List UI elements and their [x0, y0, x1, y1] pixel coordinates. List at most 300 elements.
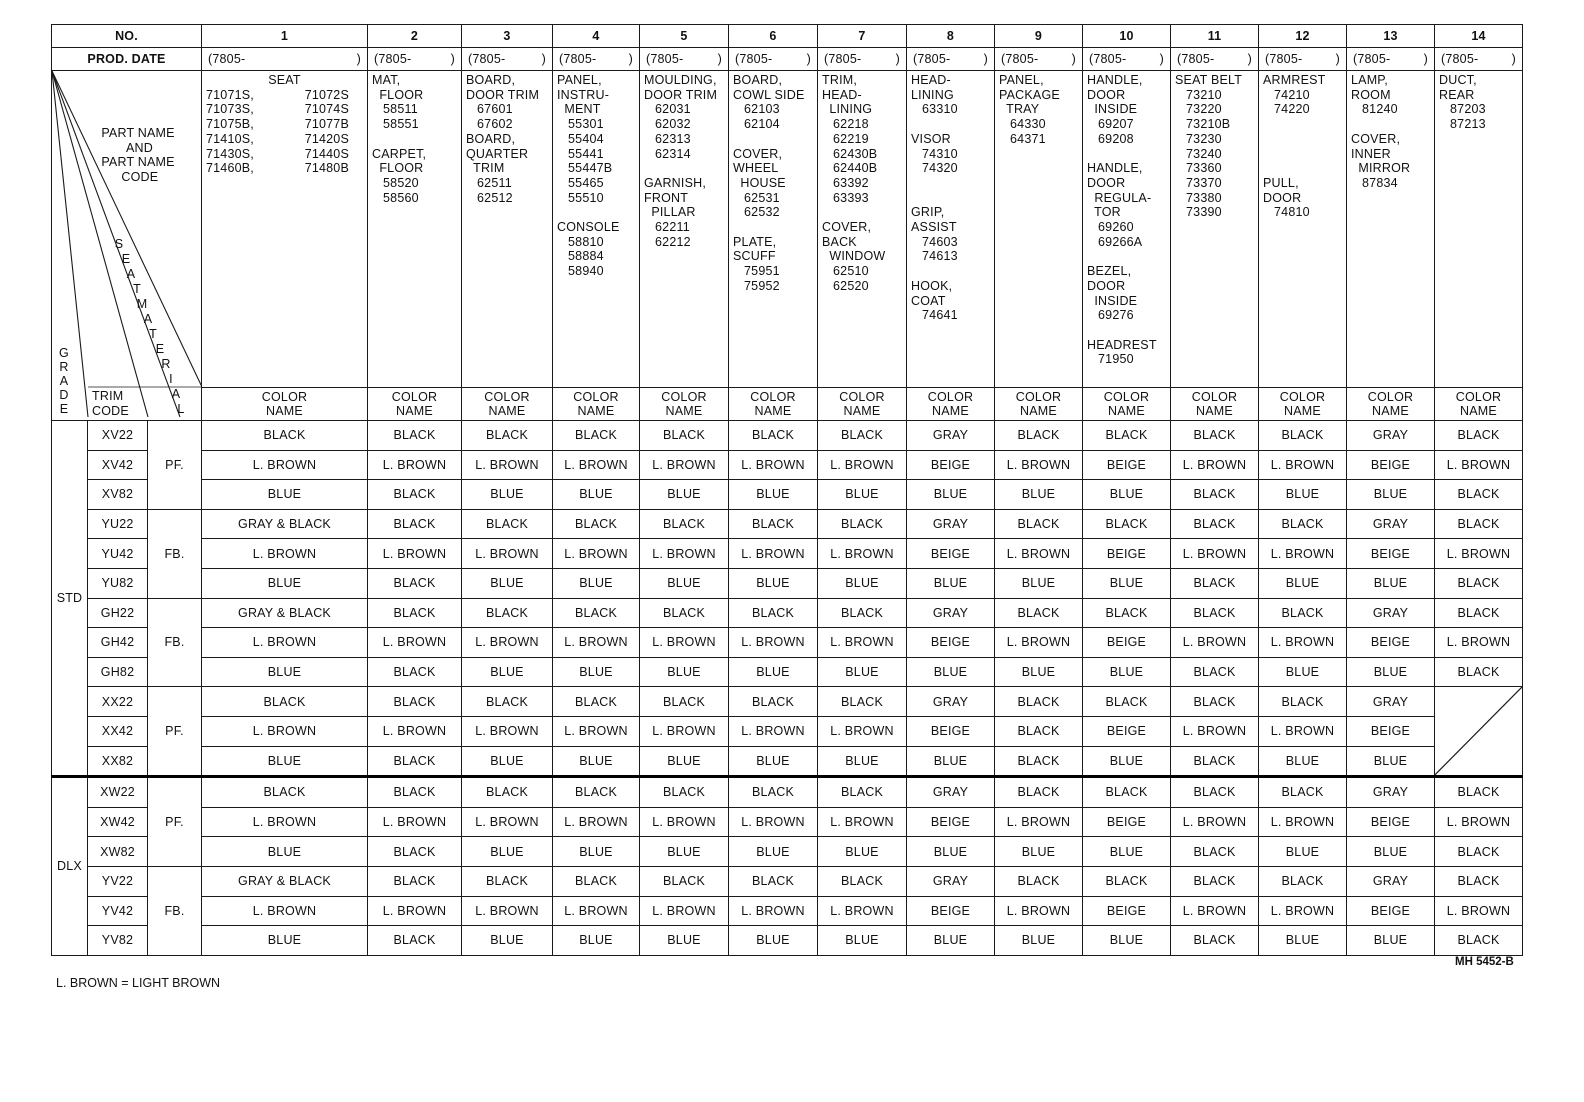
part-cell: PANEL, INSTRU- MENT 55301 55404 55441 55447B 55465 55510 CONSOLE 58810 58884 58940: [553, 71, 640, 388]
color-cell: L. BROWN: [462, 539, 553, 569]
part-name-label: PART NAME AND PART NAME CODE: [101, 126, 175, 184]
trim-code-cell: YU82: [88, 568, 148, 598]
color-cell: BLACK: [1435, 598, 1523, 628]
color-cell: L. BROWN: [1259, 628, 1347, 658]
color-cell: BLACK: [1435, 421, 1523, 451]
prod-date-label: PROD. DATE: [52, 48, 202, 71]
prod-date-cell: [729, 48, 818, 71]
color-cell: BLUE: [995, 657, 1083, 687]
part-cell: BOARD, DOOR TRIM 67601 67602 BOARD, QUARTER TRIM 62511 62512: [462, 71, 553, 388]
color-cell: BLACK: [1259, 509, 1347, 539]
seat-code: 71430S,: [206, 146, 254, 161]
color-cell: L. BROWN: [995, 450, 1083, 480]
color-cell: BEIGE: [1347, 896, 1435, 926]
color-cell: BLACK: [553, 777, 640, 808]
color-cell: BLUE: [640, 746, 729, 777]
table-row: [52, 866, 1523, 896]
color-cell: BLACK: [368, 746, 462, 777]
color-cell: GRAY: [907, 866, 995, 896]
color-cell: GRAY: [907, 687, 995, 717]
color-cell: BLUE: [202, 568, 368, 598]
trim-code-cell: YV82: [88, 926, 148, 956]
color-cell: BLACK: [995, 777, 1083, 808]
color-cell: BLUE: [818, 746, 907, 777]
color-cell: BLACK: [729, 598, 818, 628]
color-cell: BLUE: [818, 926, 907, 956]
color-cell: L. BROWN: [729, 539, 818, 569]
color-cell: L. BROWN: [368, 896, 462, 926]
table-row: [52, 716, 1523, 746]
color-cell: BEIGE: [1083, 716, 1171, 746]
color-cell: BEIGE: [907, 450, 995, 480]
prod-date-cell: [1083, 48, 1171, 71]
color-cell: L. BROWN: [202, 896, 368, 926]
prod-date-close: ): [541, 52, 546, 66]
color-cell: BEIGE: [1347, 628, 1435, 658]
color-cell: L. BROWN: [729, 716, 818, 746]
table-row: [52, 746, 1523, 777]
part-cell: SEAT BELT 73210 73220 73210B 73230 73240 73360 73370 73380 73390: [1171, 71, 1259, 388]
color-cell: BLUE: [202, 657, 368, 687]
color-cell: BLUE: [907, 926, 995, 956]
color-name-label: COLOR NAME: [1083, 388, 1171, 421]
color-cell: L. BROWN: [553, 539, 640, 569]
color-cell: L. BROWN: [1259, 896, 1347, 926]
color-name-label: COLOR NAME: [907, 388, 995, 421]
color-cell: L. BROWN: [818, 716, 907, 746]
prod-date-close: ): [1335, 52, 1340, 66]
color-cell: L. BROWN: [1259, 539, 1347, 569]
color-cell: BLUE: [729, 480, 818, 510]
color-cell: BLACK: [1171, 866, 1259, 896]
color-cell: BLUE: [907, 746, 995, 777]
corner-diagonals: [52, 71, 202, 417]
footnote: L. BROWN = LIGHT BROWN: [56, 976, 221, 990]
color-cell: BLUE: [640, 837, 729, 867]
color-cell: BLACK: [995, 421, 1083, 451]
color-cell: BLACK: [1259, 866, 1347, 896]
color-cell: BLACK: [1171, 480, 1259, 510]
no-label: NO.: [52, 25, 202, 48]
color-cell: BLACK: [553, 866, 640, 896]
color-cell: BLUE: [729, 568, 818, 598]
color-cell: L. BROWN: [202, 539, 368, 569]
color-cell: BEIGE: [1083, 896, 1171, 926]
color-cell: BLUE: [462, 568, 553, 598]
color-cell: BLACK: [1435, 837, 1523, 867]
prod-date-close: ): [450, 52, 455, 66]
color-cell: BLACK: [1435, 568, 1523, 598]
color-cell: BLACK: [729, 866, 818, 896]
prod-date-value: (7805-: [1441, 52, 1479, 66]
seat-code: 71075B,: [206, 117, 254, 132]
color-cell: BLACK: [995, 866, 1083, 896]
table-row: [52, 777, 1523, 808]
color-cell: BEIGE: [1083, 450, 1171, 480]
color-cell: L. BROWN: [368, 807, 462, 837]
prod-date-close: ): [717, 52, 722, 66]
table-row: [52, 687, 1523, 717]
trim-code-cell: YV42: [88, 896, 148, 926]
prod-date-cell: [640, 48, 729, 71]
color-cell: BLUE: [202, 926, 368, 956]
prod-date-cell: [1171, 48, 1259, 71]
seat-material-letter: E: [121, 252, 131, 266]
color-cell: BLUE: [1259, 657, 1347, 687]
color-cell: BLACK: [1083, 866, 1171, 896]
color-cell: L. BROWN: [1259, 807, 1347, 837]
color-cell: BLUE: [202, 480, 368, 510]
color-cell: L. BROWN: [995, 896, 1083, 926]
color-cell: L. BROWN: [729, 450, 818, 480]
color-table: [51, 24, 1523, 956]
color-cell: BLACK: [729, 421, 818, 451]
trim-code-cell: GH22: [88, 598, 148, 628]
seat-material-letter: S: [114, 237, 124, 251]
color-cell: BLACK: [1259, 421, 1347, 451]
color-cell: BLUE: [995, 837, 1083, 867]
color-name-label: COLOR NAME: [553, 388, 640, 421]
color-cell: BLACK: [1435, 777, 1523, 808]
trim-code-cell: XW42: [88, 807, 148, 837]
color-name-label: COLOR NAME: [368, 388, 462, 421]
color-cell: BEIGE: [907, 628, 995, 658]
column-number: 7: [818, 25, 907, 48]
color-cell: GRAY: [1347, 777, 1435, 808]
color-cell: BLACK: [462, 598, 553, 628]
color-cell: BLUE: [202, 837, 368, 867]
column-number: 12: [1259, 25, 1347, 48]
color-cell: BLACK: [1171, 598, 1259, 628]
color-name-label: COLOR NAME: [995, 388, 1083, 421]
color-cell: L. BROWN: [1435, 896, 1523, 926]
color-cell: GRAY: [1347, 598, 1435, 628]
color-cell: BLUE: [462, 746, 553, 777]
color-cell: L. BROWN: [729, 807, 818, 837]
table-row: [52, 896, 1523, 926]
color-cell: BLACK: [1435, 926, 1523, 956]
color-cell: L. BROWN: [1435, 450, 1523, 480]
color-cell: L. BROWN: [553, 716, 640, 746]
column-number: 10: [1083, 25, 1171, 48]
prod-date-value: (7805-: [559, 52, 597, 66]
color-cell: BLACK: [1259, 777, 1347, 808]
trim-code-cell: XV22: [88, 421, 148, 451]
color-cell: L. BROWN: [818, 539, 907, 569]
seat-material-cell: FB.: [148, 509, 202, 598]
color-cell: BLACK: [553, 687, 640, 717]
color-cell: BLUE: [640, 480, 729, 510]
color-cell: L. BROWN: [640, 716, 729, 746]
color-name-label: COLOR NAME: [1347, 388, 1435, 421]
prod-date-cell: [1259, 48, 1347, 71]
seat-material-cell: FB.: [148, 866, 202, 955]
color-cell: BLACK: [1435, 509, 1523, 539]
color-cell: BLUE: [1259, 837, 1347, 867]
color-cell: BLUE: [818, 480, 907, 510]
color-cell: BLUE: [1083, 568, 1171, 598]
color-cell: BLACK: [1083, 509, 1171, 539]
prod-date-value: (7805-: [1353, 52, 1391, 66]
seat-material-cell: PF.: [148, 421, 202, 510]
color-cell: L. BROWN: [462, 450, 553, 480]
color-cell: BLACK: [368, 866, 462, 896]
prod-date-cell: [1347, 48, 1435, 71]
prod-date-value: (7805-: [913, 52, 951, 66]
color-cell: L. BROWN: [202, 807, 368, 837]
trim-code-label: TRIM CODE: [92, 389, 129, 418]
color-cell: BLACK: [368, 687, 462, 717]
color-cell: L. BROWN: [462, 716, 553, 746]
color-cell: L. BROWN: [1259, 716, 1347, 746]
color-cell: BLUE: [553, 746, 640, 777]
prod-date-value: (7805-: [824, 52, 862, 66]
color-cell: L. BROWN: [640, 628, 729, 658]
seat-material-cell: PF.: [148, 777, 202, 867]
color-cell: BLUE: [1083, 657, 1171, 687]
color-cell: L. BROWN: [818, 628, 907, 658]
table-row: [52, 837, 1523, 867]
color-cell: BLACK: [818, 598, 907, 628]
prod-date-close: ): [356, 52, 361, 66]
prod-date-cell: [1435, 48, 1523, 71]
color-cell: BLUE: [729, 657, 818, 687]
part-cell: PANEL, PACKAGE TRAY 64330 64371: [995, 71, 1083, 388]
color-cell: L. BROWN: [1259, 450, 1347, 480]
seat-code: 71420S: [304, 131, 349, 146]
seat-material-letter: E: [155, 342, 165, 356]
color-cell: BLUE: [553, 837, 640, 867]
color-cell: BLUE: [995, 568, 1083, 598]
seat-code: 71073S,: [206, 102, 254, 117]
color-cell: L. BROWN: [462, 896, 553, 926]
part-cell: MAT, FLOOR 58511 58551 CARPET, FLOOR 58520 58560: [368, 71, 462, 388]
color-cell: L. BROWN: [202, 716, 368, 746]
color-name-label: COLOR NAME: [729, 388, 818, 421]
color-cell: BLUE: [995, 926, 1083, 956]
color-cell: BLACK: [1171, 777, 1259, 808]
part-cell: ARMREST 74210 74220 PULL, DOOR 74810: [1259, 71, 1347, 388]
color-cell: BLACK: [995, 509, 1083, 539]
column-number: 5: [640, 25, 729, 48]
color-cell: BLACK: [995, 687, 1083, 717]
prod-date-value: (7805-: [208, 52, 246, 66]
color-cell: L. BROWN: [640, 896, 729, 926]
color-name-label: COLOR NAME: [1259, 388, 1347, 421]
column-number: 9: [995, 25, 1083, 48]
trim-code-cell: YU42: [88, 539, 148, 569]
color-cell: BLACK: [1171, 568, 1259, 598]
table-row: [52, 568, 1523, 598]
grade-letter: D: [59, 388, 69, 402]
table-row: [52, 657, 1523, 687]
color-cell: BLACK: [729, 509, 818, 539]
color-cell: BLACK: [553, 509, 640, 539]
color-cell: BLACK: [995, 746, 1083, 777]
color-cell: BLUE: [462, 837, 553, 867]
color-cell: BLUE: [640, 926, 729, 956]
color-cell: BLACK: [368, 657, 462, 687]
color-cell: GRAY: [907, 598, 995, 628]
table-row: [52, 807, 1523, 837]
color-cell: L. BROWN: [1171, 896, 1259, 926]
column-number: 13: [1347, 25, 1435, 48]
color-cell: BEIGE: [1347, 539, 1435, 569]
color-cell: BLUE: [1347, 568, 1435, 598]
color-cell: BLUE: [907, 837, 995, 867]
color-cell: BLACK: [202, 777, 368, 808]
seat-material-letter: R: [161, 357, 171, 371]
color-cell: BLACK: [462, 777, 553, 808]
seat-code: 71072S: [304, 87, 349, 102]
grade-cell: STD: [52, 421, 88, 777]
not-applicable-cell: [1435, 687, 1523, 777]
color-cell: GRAY: [1347, 509, 1435, 539]
trim-code-cell: XW82: [88, 837, 148, 867]
part-cell: TRIM, HEAD- LINING 62218 62219 62430B 62440B 63392 63393 COVER, BACK WINDOW 62510 62520: [818, 71, 907, 388]
color-cell: L. BROWN: [462, 628, 553, 658]
seat-material-cell: PF.: [148, 687, 202, 777]
seat-code-row: [206, 117, 363, 132]
color-cell: BLUE: [818, 657, 907, 687]
grade-letter: G: [59, 346, 69, 360]
color-cell: L. BROWN: [729, 896, 818, 926]
color-cell: L. BROWN: [818, 450, 907, 480]
color-cell: BLACK: [640, 866, 729, 896]
column-number: 3: [462, 25, 553, 48]
column-number: 4: [553, 25, 640, 48]
color-cell: BLACK: [640, 598, 729, 628]
color-cell: GRAY: [907, 509, 995, 539]
table-row: [52, 539, 1523, 569]
prod-date-cell: [907, 48, 995, 71]
color-cell: L. BROWN: [368, 450, 462, 480]
color-name-label: COLOR NAME: [1171, 388, 1259, 421]
color-cell: L. BROWN: [462, 807, 553, 837]
color-cell: BLACK: [368, 421, 462, 451]
color-cell: BLACK: [462, 866, 553, 896]
color-cell: BLUE: [1259, 568, 1347, 598]
seat-title: SEAT: [268, 73, 301, 87]
seat-material-cell: FB.: [148, 598, 202, 687]
color-cell: L. BROWN: [202, 450, 368, 480]
color-cell: BLACK: [995, 716, 1083, 746]
color-cell: BLUE: [995, 480, 1083, 510]
color-cell: BLUE: [640, 657, 729, 687]
color-cell: BLUE: [729, 926, 818, 956]
grade-letter: E: [59, 402, 69, 416]
grade-cell: DLX: [52, 777, 88, 956]
color-cell: L. BROWN: [640, 450, 729, 480]
color-cell: BLACK: [1083, 777, 1171, 808]
color-cell: BLACK: [818, 509, 907, 539]
column-number: 6: [729, 25, 818, 48]
seat-code-row: [206, 132, 363, 147]
reference-code: MH 5452-B: [1455, 956, 1514, 968]
color-cell: BLACK: [553, 598, 640, 628]
seat-code: 71440S: [304, 146, 349, 161]
part-cell: DUCT, REAR 87203 87213: [1435, 71, 1523, 388]
prod-date-close: ): [1423, 52, 1428, 66]
color-cell: L. BROWN: [553, 628, 640, 658]
table-row: [52, 421, 1523, 451]
color-cell: BLUE: [907, 480, 995, 510]
table-row: [52, 926, 1523, 956]
prod-date-close: ): [1247, 52, 1252, 66]
seat-code-row: [206, 161, 363, 176]
prod-date-close: ): [1511, 52, 1516, 66]
part-cell: HANDLE, DOOR INSIDE 69207 69208 HANDLE, DOOR REGULA- TOR 69260 69266A BEZEL, DOOR INSIDE 69276 HEADREST 71950: [1083, 71, 1171, 388]
trim-code-cell: YV22: [88, 866, 148, 896]
color-cell: BLACK: [202, 421, 368, 451]
seat-code: 71074S: [304, 102, 349, 117]
color-cell: BEIGE: [1347, 807, 1435, 837]
seat-code: 71460B,: [206, 161, 254, 176]
color-cell: BLUE: [1083, 926, 1171, 956]
color-cell: BLACK: [1435, 657, 1523, 687]
trim-code-cell: XX82: [88, 746, 148, 777]
color-cell: BLUE: [462, 926, 553, 956]
color-cell: BLACK: [1083, 421, 1171, 451]
color-cell: L. BROWN: [553, 450, 640, 480]
color-cell: BLACK: [640, 509, 729, 539]
color-name-label: COLOR NAME: [202, 388, 368, 421]
color-cell: BLACK: [462, 421, 553, 451]
part-cell: BOARD, COWL SIDE 62103 62104 COVER, WHEEL HOUSE 62531 62532 PLATE, SCUFF 75951 75952: [729, 71, 818, 388]
seat-material-letter: T: [133, 282, 141, 296]
color-name-label: COLOR NAME: [640, 388, 729, 421]
color-cell: BLACK: [368, 598, 462, 628]
color-name-label: COLOR NAME: [818, 388, 907, 421]
color-cell: GRAY: [907, 421, 995, 451]
color-cell: BLUE: [640, 568, 729, 598]
color-cell: BLACK: [553, 421, 640, 451]
grade-letter: A: [59, 374, 69, 388]
color-cell: L. BROWN: [640, 539, 729, 569]
color-cell: BLUE: [818, 837, 907, 867]
column-number: 11: [1171, 25, 1259, 48]
color-cell: BLACK: [368, 509, 462, 539]
color-cell: BLACK: [1171, 687, 1259, 717]
seat-code: 71071S,: [206, 87, 254, 102]
color-cell: BLACK: [995, 598, 1083, 628]
color-cell: BLACK: [462, 509, 553, 539]
slash-line: [1435, 687, 1522, 775]
color-cell: L. BROWN: [995, 539, 1083, 569]
trim-code-cell: YU22: [88, 509, 148, 539]
prod-date-cell: [995, 48, 1083, 71]
seat-material-letter: M: [136, 297, 148, 311]
color-cell: BLUE: [818, 568, 907, 598]
color-cell: L. BROWN: [995, 807, 1083, 837]
color-cell: L. BROWN: [1435, 539, 1523, 569]
trim-code-cell: GH42: [88, 628, 148, 658]
color-cell: L. BROWN: [640, 807, 729, 837]
prod-date-close: ): [806, 52, 811, 66]
color-cell: BLACK: [640, 687, 729, 717]
seat-material-letter: L: [177, 402, 185, 416]
color-cell: BLUE: [907, 568, 995, 598]
trim-code-cell: GH82: [88, 657, 148, 687]
color-cell: BLACK: [368, 480, 462, 510]
color-cell: BLACK: [1435, 866, 1523, 896]
color-cell: BLUE: [553, 657, 640, 687]
color-cell: BLUE: [729, 746, 818, 777]
prod-date-value: (7805-: [374, 52, 412, 66]
color-cell: BEIGE: [907, 807, 995, 837]
seat-material-letter: A: [126, 267, 136, 281]
color-cell: L. BROWN: [553, 896, 640, 926]
